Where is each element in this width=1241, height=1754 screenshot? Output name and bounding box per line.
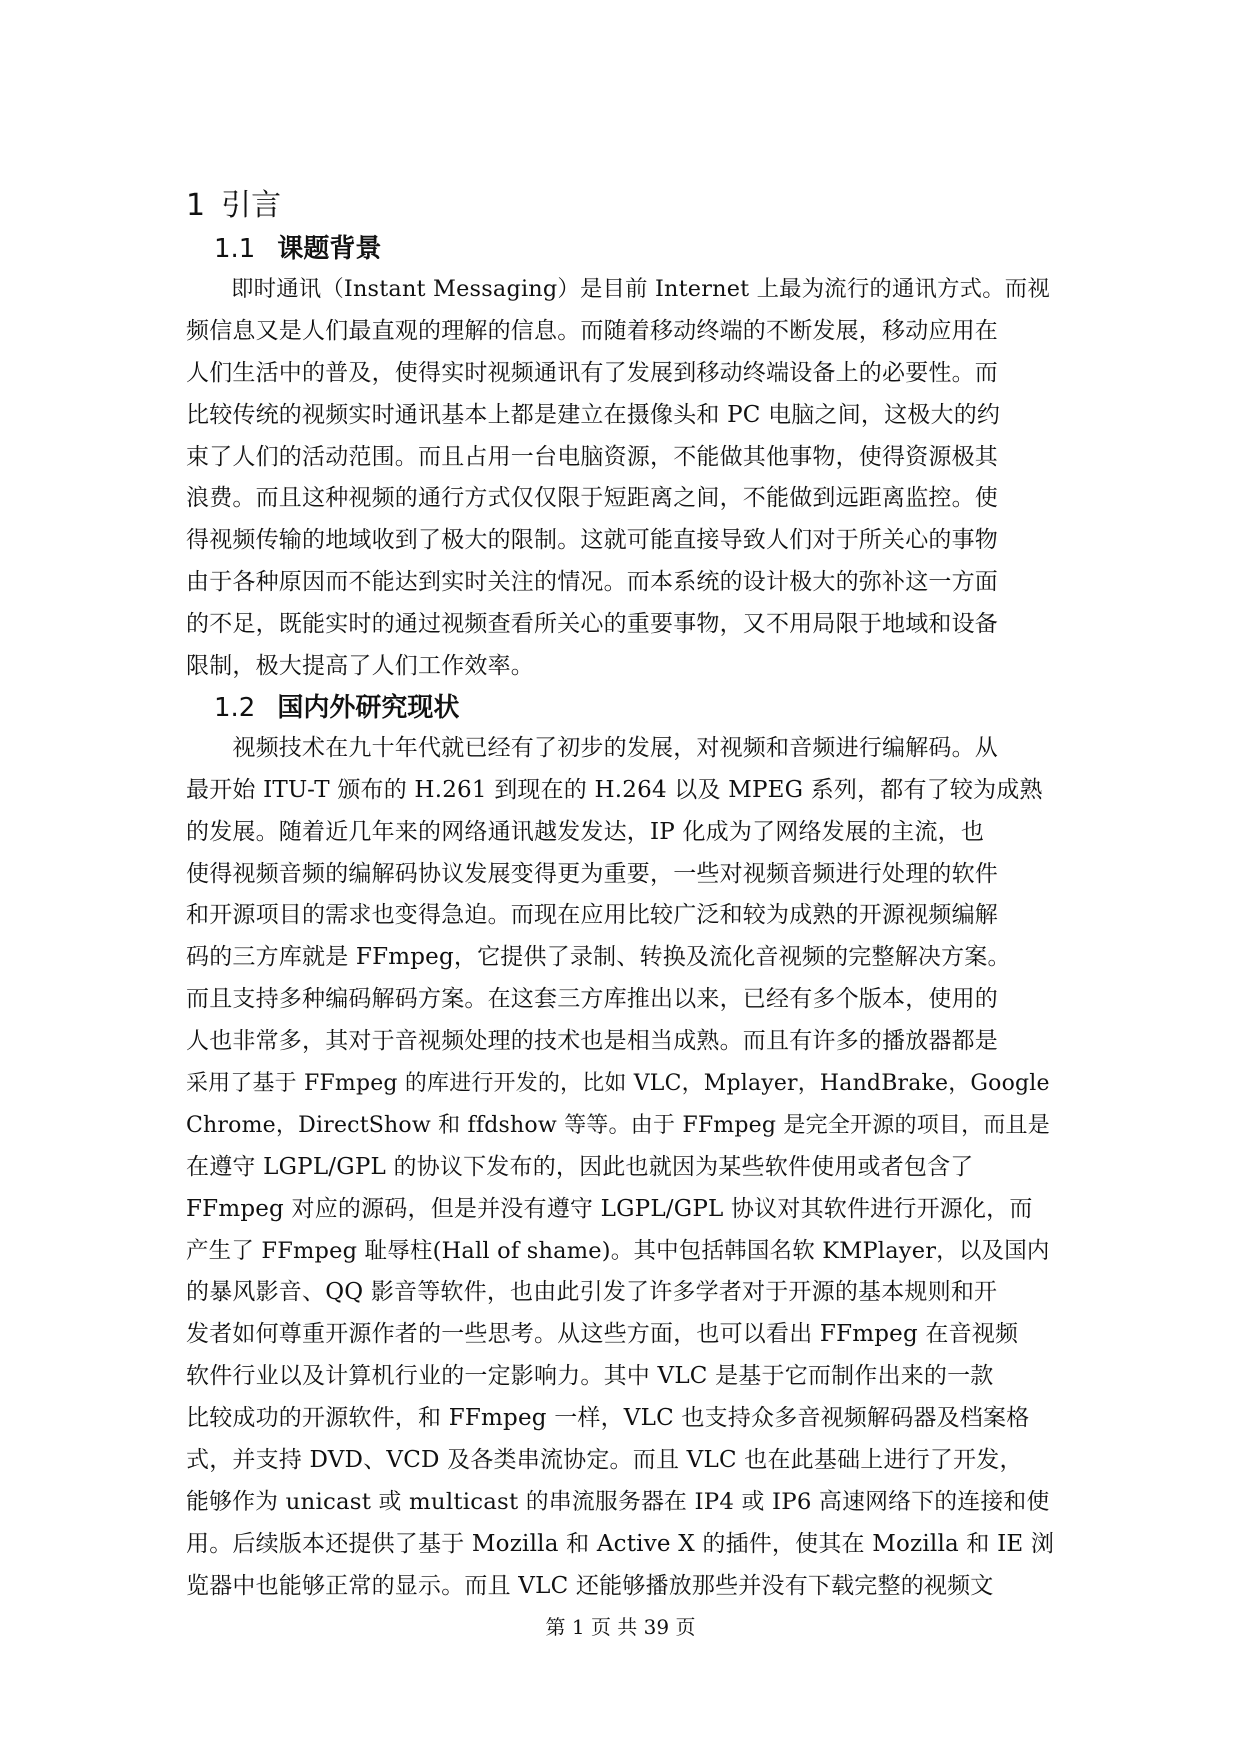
text-line: 比较传统的视频实时通讯基本上都是建立在摄像头和 PC 电脑之间，这极大的约 bbox=[186, 401, 1001, 428]
text-line: FFmpeg 对应的源码，但是并没有遵守 LGPL/GPL 协议对其软件进行开源化，而 bbox=[186, 1195, 1033, 1222]
section-title: 国内外研究现状 bbox=[277, 692, 460, 723]
text-line: 人也非常多，其对于音视频处理的技术也是相当成熟。而且有许多的播放器都是 bbox=[186, 1028, 998, 1055]
text-line: 而且支持多种编码解码方案。在这套三方库推出以来，已经有多个版本，使用的 bbox=[186, 986, 998, 1013]
text-line: 束了人们的活动范围。而且占用一台电脑资源，不能做其他事物，使得资源极其 bbox=[186, 443, 998, 470]
text-line: 览器中也能够正常的显示。而且 VLC 还能够播放那些并没有下载完整的视频文 bbox=[186, 1572, 994, 1599]
section-heading bbox=[186, 688, 1054, 728]
text-line: 使得视频音频的编解码协议发展变得更为重要，一些对视频音频进行处理的软件 bbox=[186, 860, 998, 887]
text-line: 软件行业以及计算机行业的一定影响力。其中 VLC 是基于它而制作出来的一款 bbox=[186, 1363, 994, 1390]
text-line: 采用了基于 FFmpeg 的库进行开发的，比如 VLC，Mplayer，HandBrake，Google bbox=[186, 1071, 1050, 1097]
chapter-number: 1 bbox=[186, 188, 206, 223]
page-content bbox=[186, 183, 1054, 1608]
chapter-heading bbox=[186, 183, 1054, 229]
text-line: 的暴风影音、QQ 影音等软件，也由此引发了许多学者对于开源的基本规则和开 bbox=[186, 1279, 998, 1306]
section-body bbox=[186, 269, 1054, 688]
text-line: 最开始 ITU-T 颁布的 H.261 到现在的 H.264 以及 MPEG 系列，都有了较为成熟 bbox=[186, 776, 1043, 803]
text-line: 视频技术在九十年代就已经有了初步的发展，对视频和音频进行编解码。从 bbox=[186, 734, 998, 761]
text-line: 式，并支持 DVD、VCD 及各类串流协定。而且 VLC 也在此基础上进行了开发， bbox=[186, 1447, 1023, 1474]
text-line: 码的三方库就是 FFmpeg，它提供了录制、转换及流化音视频的完整解决方案。 bbox=[186, 944, 1011, 971]
text-line: Chrome，DirectShow 和 ffdshow 等等。由于 FFmpeg 是完全开源的项目，而且是 bbox=[186, 1112, 1050, 1138]
section-heading bbox=[186, 229, 1054, 269]
section-number: 1.1 bbox=[214, 234, 256, 264]
chapter-title: 引言 bbox=[221, 188, 282, 223]
section-number: 1.2 bbox=[214, 692, 256, 723]
text-line: 能够作为 unicast 或 multicast 的串流服务器在 IP4 或 IP6 高速网络下的连接和使 bbox=[186, 1488, 1050, 1515]
text-line: 即时通讯（Instant Messaging）是目前 Internet 上最为流行的通讯方式。而视 bbox=[186, 276, 1050, 302]
text-line: 在遵守 LGPL/GPL 的协议下发布的，因此也就因为某些软件使用或者包含了 bbox=[186, 1153, 974, 1180]
text-line: 的发展。随着近几年来的网络通讯越发发达，IP 化成为了网络发展的主流，也 bbox=[186, 818, 985, 845]
section-title: 课题背景 bbox=[277, 234, 382, 264]
text-line: 比较成功的开源软件，和 FFmpeg 一样，VLC 也支持众多音视频解码器及档案格 bbox=[186, 1405, 1030, 1432]
text-line: 得视频传输的地域收到了极大的限制。这就可能直接导致人们对于所关心的事物 bbox=[186, 527, 998, 554]
text-line: 浪费。而且这种视频的通行方式仅仅限于短距离之间，不能做到远距离监控。使 bbox=[186, 485, 998, 512]
text-line: 限制，极大提高了人们工作效率。 bbox=[186, 653, 534, 680]
text-line: 的不足，既能实时的通过视频查看所关心的重要事物，又不用局限于地域和设备 bbox=[186, 611, 998, 638]
text-line: 产生了 FFmpeg 耻辱柱(Hall of shame)。其中包括韩国名软 KMPlayer，以及国内 bbox=[186, 1237, 1050, 1264]
section-body bbox=[186, 728, 1054, 1608]
text-line: 和开源项目的需求也变得急迫。而现在应用比较广泛和较为成熟的开源视频编解 bbox=[186, 902, 998, 929]
text-line: 人们生活中的普及，使得实时视频通讯有了发展到移动终端设备上的必要性。而 bbox=[186, 359, 998, 386]
page-footer: 第 1 页 共 39 页 bbox=[545, 1615, 696, 1639]
text-line: 发者如何尊重开源作者的一些思考。从这些方面，也可以看出 FFmpeg 在音视频 bbox=[186, 1321, 1019, 1348]
text-line: 用。后续版本还提供了基于 Mozilla 和 Active X 的插件，使其在 Mozilla 和 IE 浏 bbox=[186, 1530, 1055, 1557]
text-line: 由于各种原因而不能达到实时关注的情况。而本系统的设计极大的弥补这一方面 bbox=[186, 569, 998, 596]
text-line: 频信息又是人们最直观的理解的信息。而随着移动终端的不断发展，移动应用在 bbox=[186, 317, 998, 344]
